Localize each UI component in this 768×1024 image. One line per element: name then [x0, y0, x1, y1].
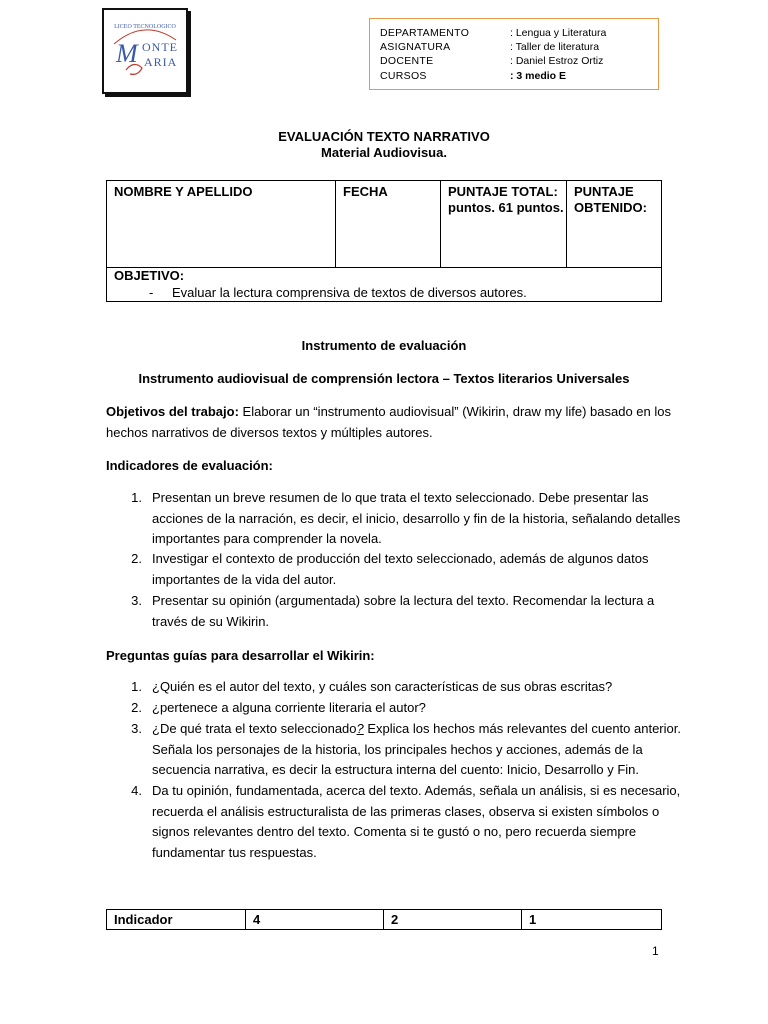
info-value: : Daniel Estroz Ortiz: [510, 55, 604, 67]
list-item-line: Investigar el contexto de producción del texto seleccionado, además de algunos datos: [152, 551, 649, 566]
table-divider: [521, 910, 522, 929]
indicator-number: 2.: [131, 551, 142, 566]
header-date: FECHA: [343, 184, 388, 199]
logo-line2: ARIA: [144, 55, 178, 69]
question-mark: ?: [356, 721, 364, 736]
list-item: [152, 781, 680, 863]
list-item-line: importantes para comprender la novela.: [152, 531, 382, 546]
table-divider: [383, 910, 384, 929]
list-item-line: ¿pertenece a alguna corriente literaria el autor?: [152, 700, 426, 715]
indicators-heading: Indicadores de evaluación:: [106, 458, 273, 473]
text-segment: ¿De qué trata el texto seleccionado: [152, 721, 357, 736]
list-item: [152, 719, 681, 781]
list-item-line: través de su Wikirin.: [152, 613, 270, 629]
info-key: ASIGNATURA: [380, 41, 451, 53]
page-number: 1: [652, 944, 659, 958]
table-divider: [107, 267, 661, 268]
list-item: [152, 549, 649, 590]
info-value: : Lengua y Literatura: [510, 27, 607, 39]
header-total-score-value: puntos. 61 puntos.: [448, 200, 564, 215]
info-row-teacher: [380, 54, 603, 68]
logo-initial: M: [116, 39, 138, 68]
score-header-4: 4: [253, 912, 261, 927]
course-info-box: [369, 18, 659, 90]
indicator-number: 1.: [131, 490, 142, 505]
list-item: [152, 698, 426, 719]
instrument-subheading: Instrumento audiovisual de comprensión lectora – Textos literarios Universales: [138, 371, 630, 386]
list-item: [152, 488, 680, 550]
indicator-header: Indicador: [114, 912, 173, 927]
list-item: [152, 591, 654, 632]
info-value: : 3 medio E: [510, 70, 567, 82]
page-subtitle: Material Audiovisua.: [321, 145, 447, 160]
info-row-department: [380, 26, 606, 40]
text-segment: Explica los hechos más relevantes del cuento anterior.: [363, 721, 681, 736]
question-number: 3.: [131, 721, 142, 736]
objectives-text-line2: hechos narrativos de diversos textos y múltiples autores.: [106, 425, 433, 440]
table-divider: [566, 181, 567, 267]
info-key: DEPARTAMENTO: [380, 27, 470, 39]
list-item: [152, 677, 612, 698]
student-info-table: [106, 180, 662, 302]
instrument-heading: Instrumento de evaluación: [301, 338, 467, 353]
logo-graphic: [104, 10, 186, 92]
objectives-text-line1: Elaborar un “instrumento audiovisual” (Wikirin, draw my life) basado en los: [238, 404, 671, 419]
header-total-score: PUNTAJE TOTAL:: [448, 184, 558, 199]
list-item-line: recuerda el análisis estructuralista de las primeras clases, observa si existen símbolos o: [152, 803, 660, 819]
list-item-line: fundamentar tus respuestas.: [152, 844, 317, 860]
list-item-line: Presentar su opinión (argumentada) sobre la lectura del texto. Recomendar la lectura a: [152, 593, 655, 608]
logo-top-text: LICEO TECNOLOGICO: [114, 24, 176, 30]
table-divider: [440, 181, 441, 267]
question-number: 1.: [131, 679, 142, 694]
list-item-line: acciones de la narración, es decir, el inicio, desarrollo y fin de la historia, señalando detalles: [152, 510, 681, 526]
table-divider: [245, 910, 246, 929]
list-item-line: Presentan un breve resumen de lo que trata el texto seleccionado. Debe presentar las: [152, 490, 649, 505]
score-header-1: 1: [529, 912, 537, 927]
info-key: CURSOS: [380, 70, 427, 82]
indicator-number: 3.: [131, 593, 142, 608]
page-title: EVALUACIÓN TEXTO NARRATIVO: [278, 129, 490, 144]
header-name: NOMBRE Y APELLIDO: [114, 184, 253, 199]
question-number: 4.: [131, 783, 142, 798]
list-item-line: secuencia narrativa, es decir la estructura interna del cuento: Inicio, Desarrollo y Fin.: [152, 762, 640, 777]
logo-line1: ONTE: [142, 40, 178, 54]
objective-label: OBJETIVO:: [114, 268, 185, 283]
info-key: DOCENTE: [380, 55, 434, 67]
info-row-course: [380, 69, 566, 83]
info-value: : Taller de literatura: [510, 41, 600, 53]
table-divider: [335, 181, 336, 267]
objective-bullet: -: [149, 285, 154, 300]
list-item-line: [152, 719, 681, 740]
indicator-table: [106, 909, 662, 930]
list-item-line: ¿Quién es el autor del texto, y cuáles son características de sus obras escritas?: [152, 679, 613, 694]
question-number: 2.: [131, 700, 142, 715]
list-item-line: signos relevantes dentro del texto. Comenta si te gustó o no, pero recuerda siempre: [152, 824, 637, 839]
info-row-subject: [380, 40, 599, 54]
questions-heading: Preguntas guías para desarrollar el Wikirin:: [106, 648, 375, 663]
header-obtained-score-2: OBTENIDO:: [574, 200, 647, 215]
objectives-paragraph: [106, 402, 671, 422]
objective-text: Evaluar la lectura comprensiva de textos de diversos autores.: [172, 285, 527, 300]
list-item-line: importantes de la vida del autor.: [152, 571, 337, 587]
school-logo: [102, 8, 188, 94]
list-item-line: Señala los personajes de la historia, los principales hechos y acciones, además de la: [152, 741, 643, 757]
header-obtained-score: PUNTAJE: [574, 184, 634, 199]
score-header-2: 2: [391, 912, 399, 927]
list-item-line: Da tu opinión, fundamentada, acerca del texto. Además, señala un análisis, si es necesario,: [152, 783, 681, 798]
objectives-label: Objetivos del trabajo:: [106, 404, 239, 419]
